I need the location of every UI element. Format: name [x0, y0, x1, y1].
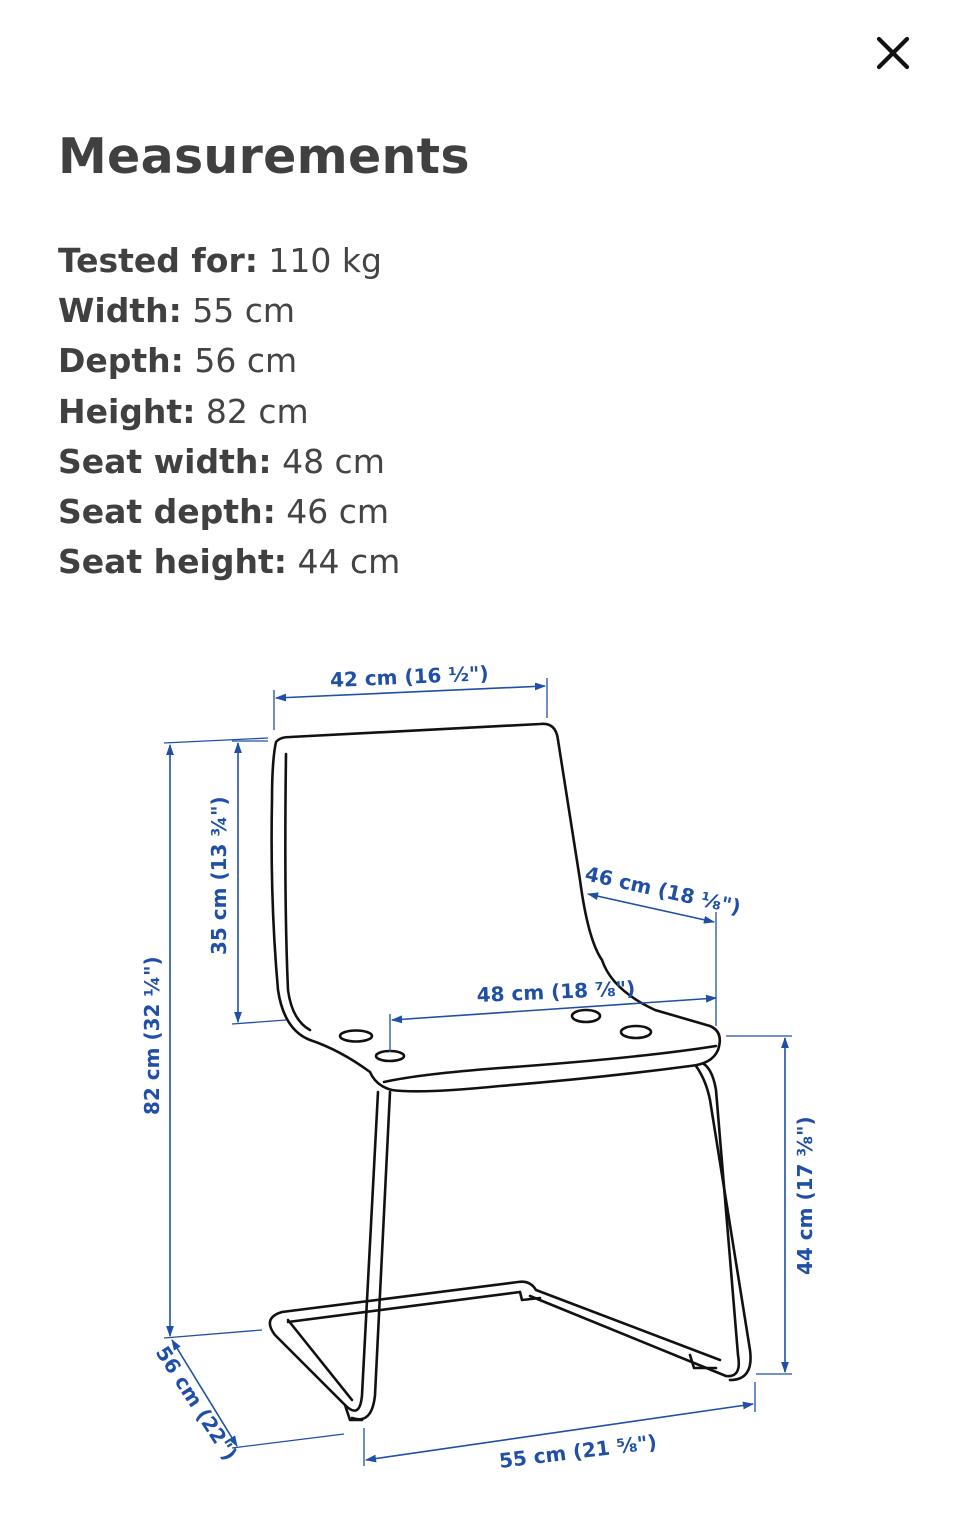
dimension-label: 82 cm (32 ¼") — [140, 956, 164, 1115]
page-title: Measurements — [58, 128, 470, 185]
measurement-label: Tested for: — [58, 241, 258, 280]
measurement-value: 56 cm — [194, 341, 298, 381]
dimension-total-height — [140, 738, 268, 1338]
dimension-label: 56 cm (22") — [150, 1341, 243, 1465]
measurement-value: 55 cm — [192, 291, 296, 331]
measurement-value: 110 kg — [268, 241, 382, 280]
dimension-label: 55 cm (21 ⅝") — [497, 1429, 659, 1473]
measurement-label: Seat height: — [58, 542, 287, 582]
measurement-value: 82 cm — [205, 391, 309, 431]
dimension-label: 35 cm (13 ¾") — [207, 796, 231, 955]
measurement-depth — [58, 336, 400, 386]
measurement-seat-height — [58, 537, 400, 587]
measurement-value: 44 cm — [297, 542, 401, 582]
measurement-list — [58, 236, 400, 587]
dimension-backrest-width — [274, 661, 547, 730]
measurement-label: Height: — [58, 391, 196, 431]
measurement-value: 46 cm — [286, 492, 390, 532]
dimension-label: 48 cm (18 ⅞") — [476, 976, 636, 1007]
measurement-label: Width: — [58, 291, 182, 331]
measurement-tested-for — [58, 236, 400, 286]
chair-illustration — [270, 724, 751, 1420]
dimension-label: 46 cm (18 ⅛") — [582, 861, 744, 920]
measurement-label: Seat depth: — [58, 492, 276, 532]
measurement-label: Seat width: — [58, 441, 272, 481]
dimension-width — [364, 1382, 755, 1473]
dimension-depth — [151, 1340, 344, 1465]
close-button[interactable] — [862, 22, 924, 84]
chair-dimension-diagram — [0, 600, 960, 1500]
close-icon — [876, 36, 910, 70]
dimension-seat-height — [726, 1036, 817, 1374]
measurement-value: 48 cm — [282, 441, 385, 481]
dimension-label: 44 cm (17 ⅜") — [793, 1116, 817, 1275]
measurement-seat-depth — [58, 487, 400, 537]
measurement-width — [58, 286, 400, 336]
measurement-label: Depth: — [58, 341, 184, 381]
dimension-label: 42 cm (16 ½") — [329, 661, 490, 693]
measurement-seat-width — [58, 437, 400, 487]
measurement-height — [58, 387, 400, 437]
